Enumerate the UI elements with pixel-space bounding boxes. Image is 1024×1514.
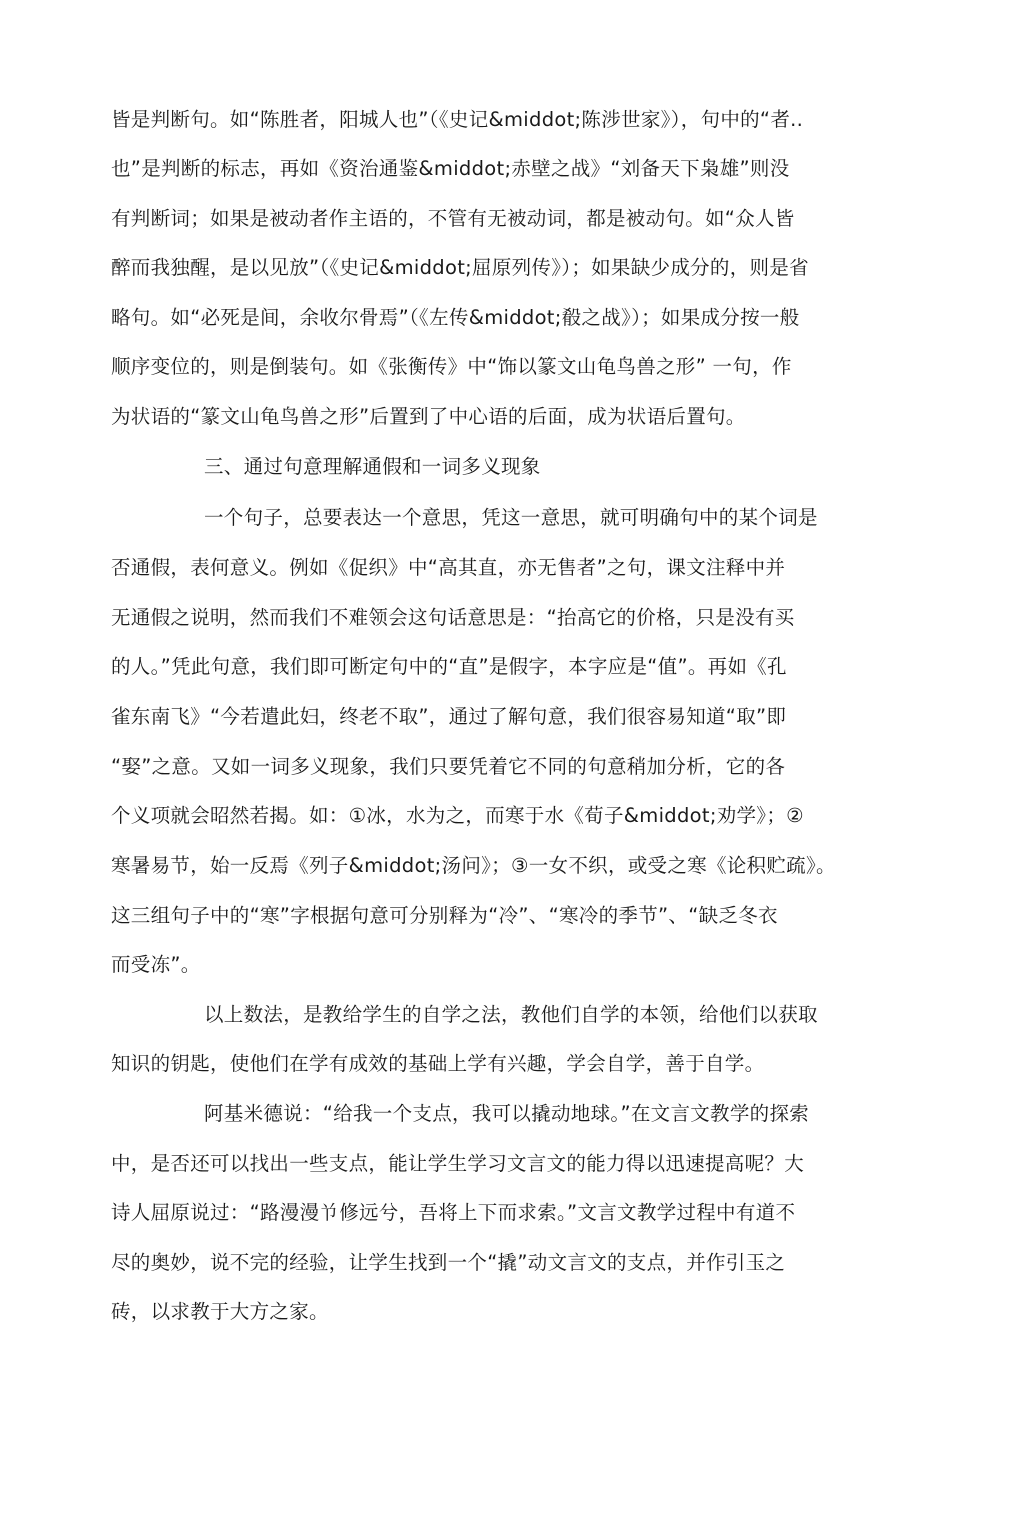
text-line: 无通假之说明，然而我们不难领会这句话意思是：“抬高它的价格，只是没有买 — [111, 606, 795, 629]
text-line: 知识的钥匙，使他们在学有成效的基础上学有兴趣，学会自学，善于自学。 — [111, 1052, 765, 1075]
text-line: 顺序变位的，则是倒装句。如《张衡传》中“饰以篆文山龟鸟兽之形” 一句，作 — [111, 355, 792, 378]
text-line: 而受冻”。 — [111, 953, 201, 976]
text-line: 有判断词；如果是被动者作主语的，不管有无被动词，都是被动句。如“众人皆 — [111, 207, 795, 230]
text-line: 雀东南飞》“今若遣此妇，终老不取”，通过了解句意，我们很容易知道“取”即 — [111, 705, 787, 728]
text-line: 皆是判断句。如“陈胜者，阳城人也”（《史记&middot;陈涉世家》），句中的“者.. — [111, 108, 804, 131]
text-line: 以上数法，是教给学生的自学之法，教他们自学的本领，给他们以获取 — [204, 1003, 818, 1026]
text-line: 也”是判断的标志，再如《资治通鉴&middot;赤壁之战》“刘备天下枭雄”则没 — [111, 157, 790, 180]
text-line: 个义项就会昭然若揭。如：①冰，水为之，而寒于水《荀子&middot;劝学》；② — [111, 804, 804, 827]
text-line: 略句。如“必死是间，余收尔骨焉”（《左传&middot;殽之战》）；如果成分按一般 — [111, 306, 800, 329]
text-line: 为状语的“篆文山龟鸟兽之形”后置到了中心语的后面，成为状语后置句。 — [111, 405, 746, 428]
text-line: 这三组句子中的“寒”字根据句意可分别释为“冷”、“寒冷的季节”、“缺乏冬衣 — [111, 904, 778, 927]
section-heading: 三、通过句意理解通假和一词多义现象 — [204, 455, 541, 478]
text-line: 的人。”凭此句意，我们即可断定句中的“直”是假字，本字应是“值”。再如《孔 — [111, 655, 787, 678]
text-line: 阿基米德说：“给我一个支点，我可以撬动地球。”在文言文教学的探索 — [204, 1102, 810, 1125]
text-line: “娶”之意。又如一词多义现象，我们只要凭着它不同的句意稍加分析，它的各 — [111, 755, 786, 778]
text-line: 中，是否还可以找出一些支点，能让学生学习文言文的能力得以迅速提高呢？大 — [111, 1152, 805, 1175]
text-line: 砖，以求教于大方之家。 — [111, 1300, 329, 1323]
text-line: 一个句子，总要表达一个意思，凭这一意思，就可明确句中的某个词是 — [204, 506, 818, 529]
text-line: 尽的奥妙，说不完的经验，让学生找到一个“撬”动文言文的支点，并作引玉之 — [111, 1251, 786, 1274]
text-line: 醉而我独醒，是以见放”（《史记&middot;屈原列传》）；如果缺少成分的，则是省 — [111, 256, 809, 279]
text-line: 诗人屈原说过：“路漫漫兯修远兮，吾将上下而求索。”文言文教学过程中有道不 — [111, 1201, 796, 1224]
text-line: 否通假，表何意义。例如《促织》中“高其直，亦无售者”之句，课文注释中并 — [111, 556, 786, 579]
text-line: 寒暑易节，始一反焉《列子&middot;汤问》；③一女不织，或受之寒《论积贮疏》。 — [111, 854, 836, 877]
